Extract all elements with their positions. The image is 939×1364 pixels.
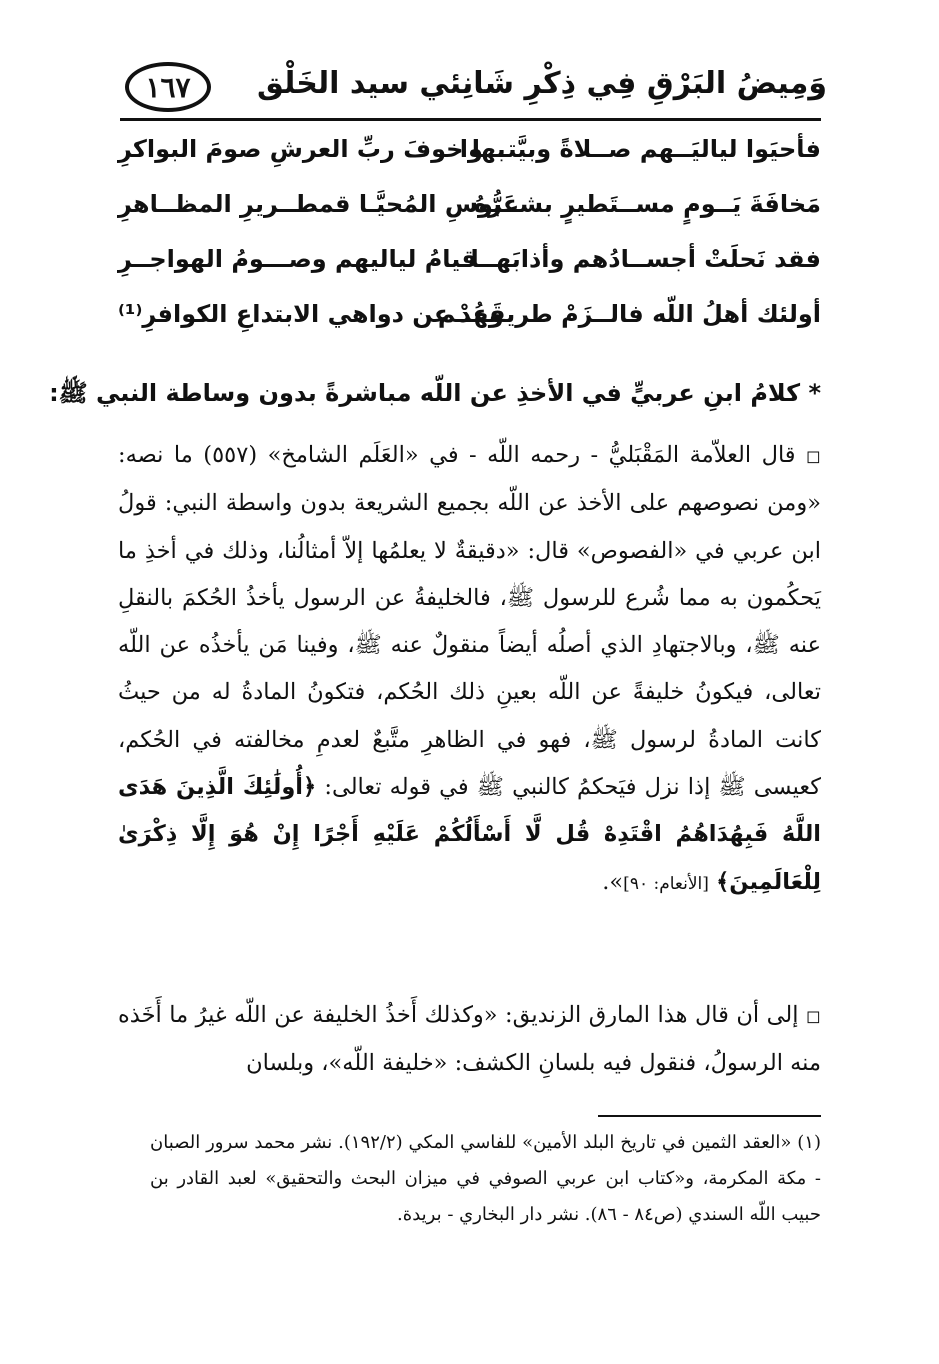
footnote-rule (598, 1115, 821, 1117)
paragraph-tail: ». (602, 868, 624, 895)
body-paragraph (118, 992, 821, 1088)
quran-reference: [الأنعام: ٩٠] (623, 873, 709, 894)
poem-verse (118, 190, 821, 245)
poem-verse (118, 135, 821, 190)
footnote: (١) «العقد الثمين في تاريخ البلد الأمين» للفاسي المكي (١٩٢/٢). نشر محمد سرور الصبان - مكة المكرمة، و«كتاب ابن عربي الصوفي في ميزان البحث والتحقيق» لعبد القادر بن حبيب اللّه السندي (ص٨٤ - ٨٦). نشر دار البخاري - بريدة. (150, 1132, 821, 1225)
running-header-title: وَمِيضُ البَرْقِ فِي ذِكْرِ شَانِئي سيد الخَلْق (257, 66, 827, 101)
verse-first-hemistich: فقد نَحلَتْ أجســادُهم وأذابَهــا (470, 245, 821, 273)
verse-second-hemistich: بها خوفَ ربِّ العرشِ صومَ البواكرِ (118, 135, 506, 163)
body-paragraph (118, 432, 821, 908)
paragraph-marker: ◻ (806, 446, 821, 467)
verse-first-hemistich: أولئك أهلُ اللّه فالــزَمْ طريقَهــم (437, 300, 821, 328)
verse-first-hemistich: مَخافَةَ يَــومٍ مســتَطيرٍ بشــرُّهُ (473, 190, 821, 218)
poem-block (118, 135, 821, 355)
page-number-badge (125, 62, 211, 112)
footnotes (150, 1125, 821, 1233)
paragraph-text: قال العلاّمة المَقْبَليُّ - رحمه اللّه - في «العَلَم الشامخ» (٥٥٧) ما نصه: «ومن نصوصهم على الأخذ عن اللّه بجميع الشريعة بدون واسطة النبي: قولُ ابن عربي في «الفصوص» قال: «دقيقةٌ لا يعلمُها إلاّ أمثالُنا، وذلك في أخذِ ما يَحكُمون به مما شُرع للرسول ﷺ، فالخليفةُ عن الرسول يأخذُ الحُكمَ بالنقلِ عنه ﷺ، وبالاجتهادِ الذي أصلُه أيضاً منقولٌ عنه ﷺ، وفينا مَن يأخذُه عن اللّه تعالى، فيكونُ خليفةً عن اللّه بعينِ ذلك الحُكم، فتكونُ المادةُ له من حيثُ كانت المادةُ لرسول ﷺ، فهو في الظاهرِ متَّبعٌ لعدمِ مخالفته في الحُكم، كعيسى ﷺ إذا نزل فيَحكمُ كالنبي ﷺ في قوله تعالى: (118, 442, 821, 801)
paragraph-text: إلى أن قال هذا المارق الزنديق: «وكذلك أَخذُ الخليفة عن اللّه غيرُ ما أَخَذه منه الرسولُ، فنقول فيه بلسانِ الكشف: «خليفة اللّه»، وبلسان (118, 1002, 821, 1077)
poem-verse (118, 245, 821, 300)
verse-second-hemistich: وعُدْ عن دواهي الابتداعِ الكوافرِ⁽¹⁾ (118, 300, 504, 328)
verse-second-hemistich: قيامُ لياليهم وصـــومُ الهواجــرِ (118, 245, 477, 273)
paragraph-marker: ◻ (806, 1006, 821, 1027)
poem-verse (118, 300, 821, 355)
quran-verse: ﴿أُولَٰئِكَ الَّذِينَ هَدَى اللَّهُ فَبِهُدَاهُمُ اقْتَدِهْ قُل لَّا أَسْأَلُكُمْ عَلَيْهِ أَجْرًا إِنْ هُوَ إِلَّا ذِكْرَىٰ لِلْعَالَمِينَ﴾ (118, 774, 821, 895)
section-heading: * كلامُ ابنِ عربيٍّ في الأخذِ عن اللّه مباشرةً بدون وساطة النبي ﷺ: (49, 379, 821, 407)
verse-first-hemistich: فأحيَوا لياليَــهم صــلاةً وبيَّتـــوا (459, 135, 821, 163)
page-number: ١٦٧ (145, 70, 191, 104)
verse-second-hemistich: عَبوسِ المُحيَّـا قمطــريرِ المظــاهرِ (118, 190, 520, 218)
header-rule (120, 118, 821, 121)
